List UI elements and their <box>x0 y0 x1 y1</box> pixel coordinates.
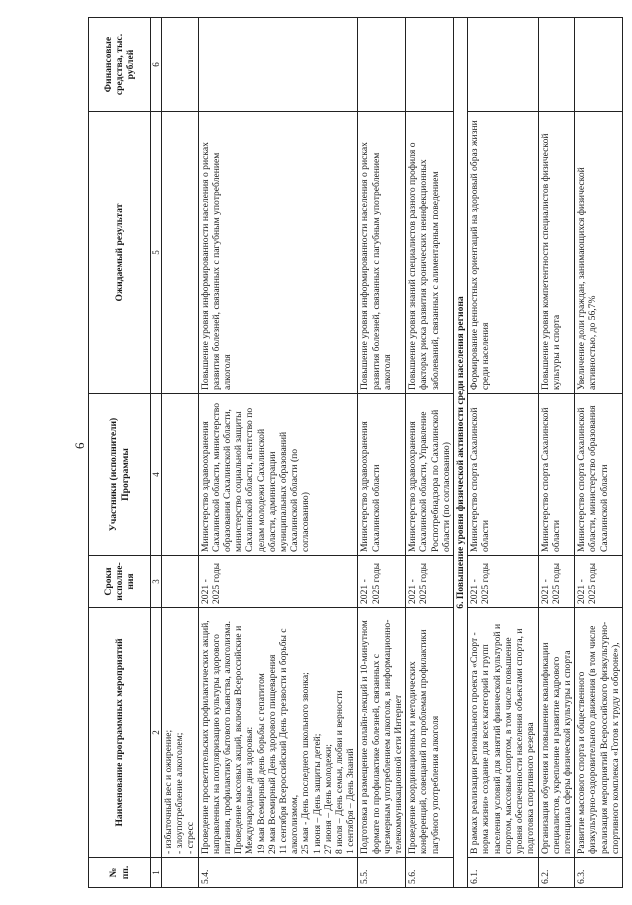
row-result: Увеличение доли граждан, занимающихся физической активностью, до 56,7% <box>575 112 623 394</box>
row-activity-name <box>198 608 358 858</box>
table-row <box>538 18 575 888</box>
continuation-term <box>162 556 199 608</box>
row-term: 2021 - 2025 годы <box>575 556 623 608</box>
column-number: 6 <box>151 18 162 112</box>
continuation-line: - злоупотребление алкоголем; <box>174 732 186 854</box>
activity-line: В рамках реализации регионального проекта «Спорт - норма жизни» создание для всех категорий и групп населения условий для занятий физической культурой и спортом, массовым спортом, в том числе повышение уровня обеспеченности населения объектами спорта, и подготовка спортивного резерва <box>469 623 537 854</box>
row-num: 5.4. <box>198 858 358 888</box>
row-finance <box>198 18 358 112</box>
activity-line: 1 сентября – День Знаний <box>345 748 357 854</box>
row-activity-name <box>406 608 454 858</box>
row-num: 5.6. <box>406 858 454 888</box>
row-num: 6.1. <box>468 858 538 888</box>
row-num: 6.3. <box>575 858 623 888</box>
row-participants: Министерство спорта Сахалинской области, министерство образования Сахалинской области <box>575 394 623 556</box>
row-result: Повышение уровня знаний специалистов разного профиля о факторах риска развития хронических неинфекционных заболеваний, связанных с алиментарным поведением <box>406 112 454 394</box>
activity-line: 29 мая Всемирный День здорового пищеварения <box>266 654 278 854</box>
activity-line: Проведение просветительских профилактических акций, направленных на популяризацию культуры здорового питания, профилактику бытового пьянства, алкоголизма. Проведение массовых акций, включая Всероссийские и Международные дни здоровья: <box>199 620 256 854</box>
row-result: Повышение уровня информированности населения о рисках развития болезней, связанных с пагубным употреблением алкоголя <box>358 112 406 394</box>
row-finance <box>406 18 454 112</box>
row-result: Повышение уровня компетентности специалистов физической культуры и спорта <box>538 112 575 394</box>
header-participants: Участники (исполнители) Программы <box>89 394 151 556</box>
header-result: Ожидаемый результат <box>89 112 151 394</box>
row-participants: Министерство здравоохранения Сахалинской области, Управление Роспотребнадзора по Сахалинской области (по согласованию) <box>406 394 454 556</box>
table-row <box>575 18 623 888</box>
activity-line: Развитие массового спорта и общественного физкультурно-оздоровительного движения (в том числе реализация мероприятий Всероссийского физкультурно-спортивного комплекса «Готов к труду и обороне»), <box>576 621 621 854</box>
activity-line: 27 июня – День молодежи; <box>322 744 334 854</box>
continuation-line: - стресс <box>185 822 197 854</box>
activity-line: 25 мая - День последнего школьного звонка; <box>300 672 312 854</box>
column-number: 1 <box>151 858 162 888</box>
row-participants: Министерство здравоохранения Сахалинской области <box>358 394 406 556</box>
table-row <box>406 18 454 888</box>
header-name: Наименование программных мероприятий <box>89 608 151 858</box>
activity-line: Организация обучения и повышение квалификации специалистов, укрепление и развитие кадрового потенциала сферы физической культуры и спорта <box>539 642 573 854</box>
continuation-finance <box>162 18 199 112</box>
row-finance <box>358 18 406 112</box>
continuation-result <box>162 112 199 394</box>
continuation-text <box>162 608 199 858</box>
column-number: 3 <box>151 556 162 608</box>
row-num: 6.2. <box>538 858 575 888</box>
program-activities-table <box>88 17 623 888</box>
continuation-num <box>162 858 199 888</box>
row-result: Формирование ценностных ориентаций на здоровый образ жизни среди населения <box>468 112 538 394</box>
row-activity-name <box>538 608 575 858</box>
header-finance: Финансовые средства, тыс. рублей <box>89 18 151 112</box>
column-number-row <box>151 18 162 888</box>
row-activity-name <box>358 608 406 858</box>
row-term: 2021 - 2025 годы <box>358 556 406 608</box>
row-finance <box>468 18 538 112</box>
row-finance <box>575 18 623 112</box>
continuation-participants <box>162 394 199 556</box>
activity-line: 1 июня – День защиты детей; <box>311 733 323 854</box>
activity-line: 8 июля – День семьи, любви и верности <box>334 690 346 854</box>
row-participants: Министерство спорта Сахалинской области <box>468 394 538 556</box>
row-activity-name <box>575 608 623 858</box>
column-number: 4 <box>151 394 162 556</box>
activity-line: Подготовка и размещение онлайн-лекций и 10-минутном формате по профилактике болезней, связанных с чрезмерным употреблением алкоголя, в информационно-телекоммуникационной сети Интернет <box>359 619 405 854</box>
page-number: 6 <box>72 442 87 449</box>
header-num: № пп. <box>89 858 151 888</box>
row-term: 2021 - 2025 годы <box>468 556 538 608</box>
row-finance <box>538 18 575 112</box>
activity-line: Проведение координационных и методических конференций, совещаний по проблемам профилактики пагубного употребления алкоголя <box>407 629 441 854</box>
table-row <box>358 18 406 888</box>
continuation-line: - избыточный вес и ожирение; <box>163 729 174 854</box>
table-row <box>198 18 358 888</box>
row-participants: Министерство здравоохранения Сахалинской области, министерство образования Сахалинской области, министерство социальной защиты Сахалинской области, агентство по делам молодежи Сахалинской области, администрации муниципальных образований Сахалинской области (по согласованию) <box>198 394 358 556</box>
row-result: Повышение уровня информированности населения о рисках развития болезней, связанных с пагубным употреблением алкоголя <box>198 112 358 394</box>
column-number: 5 <box>151 112 162 394</box>
row-participants: Министерство спорта Сахалинской области <box>538 394 575 556</box>
row-term: 2021 - 2025 годы <box>538 556 575 608</box>
row-activity-name <box>468 608 538 858</box>
continuation-row <box>162 18 199 888</box>
section-6-title: 6. Повышение уровня физической активности среди населения региона <box>454 18 468 888</box>
row-num: 5.5. <box>358 858 406 888</box>
activity-line: 11 сентября Всероссийский День трезвости и борьбы с алкоголизмом, <box>278 628 301 854</box>
activity-line: 19 мая Всемирный день борьбы с гепатитом <box>255 673 267 854</box>
column-number: 2 <box>151 608 162 858</box>
header-term: Сроки исполне-ния <box>89 556 151 608</box>
row-term: 2021 - 2025 годы <box>198 556 358 608</box>
section-6-row <box>454 18 468 888</box>
table-row <box>468 18 538 888</box>
program-table-sheet <box>88 18 623 888</box>
row-term: 2021 - 2025 годы <box>406 556 454 608</box>
